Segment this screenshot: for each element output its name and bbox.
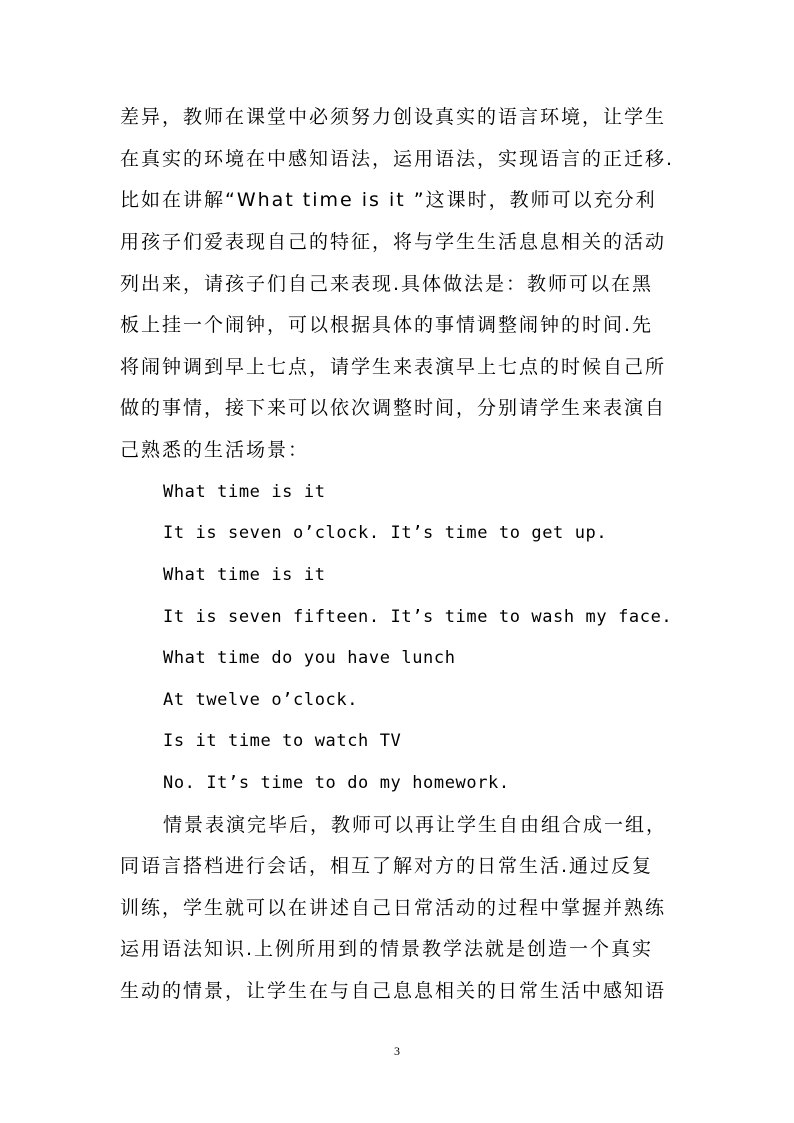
- text-line: 差异，教师在课堂中必须努力创设真实的语言环境，让学生: [120, 106, 667, 128]
- text-line: 用孩子们爱表现自己的特征，将与学生生活息息相关的活动: [120, 231, 667, 253]
- text-line: 生动的情景，让学生在与自己息息相关的日常生活中感知语: [120, 980, 667, 1002]
- text-line: 将闹钟调到早上七点，请学生来表演早上七点的时候自己所: [120, 356, 667, 378]
- dialogue-line: It is seven fifteen. It’s time to wash my face.: [163, 607, 673, 627]
- dialogue-line: At twelve o’clock.: [163, 690, 359, 710]
- text-line: 在真实的环境在中感知语法，运用语法，实现语言的正迁移.: [120, 148, 675, 170]
- dialogue-line: What time do you have lunch: [163, 648, 456, 668]
- text-line: 比如在讲解“What time is it ”这课时，教师可以充分利: [120, 189, 657, 211]
- dialogue-line: It is seven o’clock. It’s time to get up.: [163, 523, 608, 543]
- text-line: 板上挂一个闹钟，可以根据具体的事情调整闹钟的时间.先: [120, 314, 654, 336]
- dialogue-line: Is it time to watch TV: [163, 731, 402, 751]
- text-line: 己熟悉的生活场景：: [120, 439, 310, 461]
- page-number: 3: [394, 1044, 400, 1058]
- dialogue-line: What time is it: [163, 565, 326, 585]
- text-line: 运用语法知识.上例所用到的情景教学法就是创造一个真实: [120, 938, 654, 960]
- dialogue-line: No. It’s time to do my homework.: [163, 773, 510, 793]
- text-line: 情景表演完毕后，教师可以再让学生自由组合成一组，: [163, 814, 668, 836]
- text-line: 做的事情，接下来可以依次调整时间，分别请学生来表演自: [120, 397, 667, 419]
- text-line: 列出来，请孩子们自己来表现.具体做法是：教师可以在黑: [120, 273, 654, 295]
- text-line: 同语言搭档进行会话，相互了解对方的日常生活.通过反复: [120, 855, 654, 877]
- dialogue-line: What time is it: [163, 482, 326, 502]
- text-line: 训练，学生就可以在讲述自己日常活动的过程中掌握并熟练: [120, 897, 667, 919]
